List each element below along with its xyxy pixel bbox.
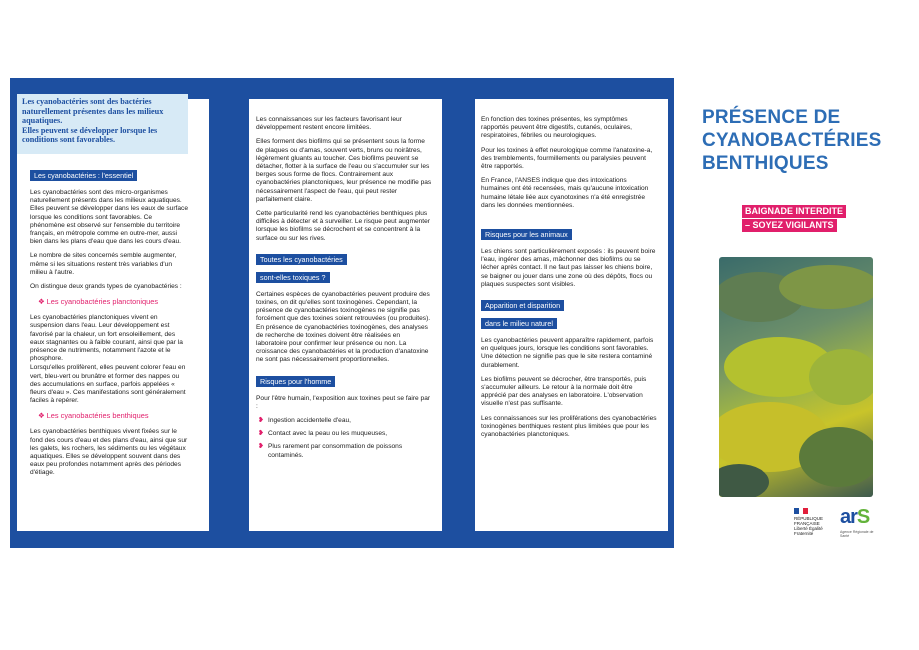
cover-title-line-3: BENTHIQUES: [702, 153, 829, 174]
ars-subtitle: Agence Régionale de Santé: [840, 530, 874, 538]
intro-line-2: Elles peuvent se développer lorsque les conditions sont favorables.: [22, 125, 158, 145]
exposure-list: [256, 417, 432, 460]
col2-p5: Pour l'être humain, l'exposition aux toxines peut se faire par :: [256, 394, 431, 410]
warning-line-2: – SOYEZ VIGILANTS: [742, 219, 837, 232]
heading-risques-homme: Risques pour l'homme: [256, 376, 335, 387]
col2-p1: Les connaissances sur les facteurs favorisant leur développement restent encore limitées.: [256, 116, 402, 132]
bullet-icon: ❥: [258, 443, 264, 451]
col2-content: [256, 116, 432, 465]
col3-p6: Les biofilms peuvent se décrocher, être transportés, puis s'accumuler ailleurs. Le retour à la normale doit être apprécié par des analyses en laboratoire. L'observation visuelle n'est pas suffisante.: [481, 375, 647, 408]
bullet-icon: ❥: [258, 430, 264, 438]
intro-line-1: Les cyanobactéries sont des bactéries naturellement présentes dans les milieux aquatiques.: [22, 97, 164, 126]
republique-francaise-logo: [794, 508, 836, 536]
col3-p5: Les cyanobactéries peuvent apparaître rapidement, parfois en quelques jours, lorsque les conditions sont favorables. Une détection ne signifie pas que le site restera contaminé durablement.: [481, 337, 654, 369]
col3-p3: En France, l'ANSES indique que des intoxications humaines ont été recensées, mais qu'aucune intoxication humaine létale liée aux cyanotoxines n'a été enregistrée dans les données mentionnées.: [481, 177, 649, 209]
ars-logo: arS: [840, 506, 870, 528]
col3-p2: Pour les toxines à effet neurologique comme l'anatoxine-a, des tremblements, fourmillements ou paralysies peuvent être rapportés.: [481, 146, 653, 171]
riverbed-photo: [719, 257, 873, 497]
col1-p2: Le nombre de sites concernés semble augmenter, même si les situations restent très variables d'un milieu à l'autre.: [30, 252, 177, 276]
flag-icon: [794, 508, 808, 514]
heading-toxiques-2: sont-elles toxiques ?: [256, 272, 330, 283]
warning-banner: [742, 205, 846, 233]
col1-content: [30, 165, 188, 484]
heading-apparition-2: dans le milieu naturel: [481, 318, 557, 329]
col1-p4: Les cyanobactéries planctoniques vivent en suspension dans l'eau. Leur développement est favorisé par la chaleur, un fort ensoleillement, des eaux stagnantes ou à faible courant, ainsi que par la présence de nutriments, notamment l'azote et le phosphore.: [30, 314, 183, 363]
rocks-illustration: [719, 257, 873, 497]
rf-line-3: Liberté Égalité Fraternité: [794, 526, 823, 536]
bullet-icon: ❥: [258, 417, 264, 425]
list-item: ❥ Ingestion accidentelle d'eau,: [258, 417, 352, 425]
intro-box: [17, 94, 188, 154]
subheading-planctoniques: ❖ Les cyanobactéries planctoniques: [38, 297, 159, 307]
col2-p2: Elles forment des biofilms qui se présentent sous la forme de plaques ou d'amas, souvent verts, bruns ou noirâtres, légèrement gluants au toucher. Ces biofilms peuvent se détacher, flotter à la surface de l'eau ou s'accumuler sur les berges sous forme de flocs. Contrairement aux cyanobactéries planctoniques, leur présence ne modifie pas nécessairement l'aspect de l'eau, qui peut rester parfaitement claire.: [256, 138, 432, 203]
col1-p1: Les cyanobactéries sont des micro-organismes naturellement présents dans les milieux aquatiques. Elles peuvent se développer dans les eaux de surface lorsque les conditions sont favorables. Ce phénomène est observé sur l'ensemble du territoire français, en métropole comme en outre-mer, aussi bien dans les plans d'eau que dans les cours d'eau.: [30, 189, 188, 246]
col3-p4: Les chiens sont particulièrement exposés : ils peuvent boire l'eau, ingérer des amas, mâchonner des biofilms ou se lécher après contact. Il ne faut pas laisser les chiens boire, se baigner ou jouer dans une zone où des dépôts, flocs ou plaques suspectes sont visibles.: [481, 248, 656, 288]
heading-toxiques-1: Toutes les cyanobactéries: [256, 254, 347, 265]
list-item: ❥ Plus rarement par consommation de poissons contaminés.: [258, 443, 403, 459]
col3-p7: Les connaissances sur les proliférations des cyanobactéries toxinogènes benthiques restent plus limitées que pour les cyanobactéries planctoniques.: [481, 414, 657, 439]
rf-line-1: RÉPUBLIQUE: [794, 516, 824, 521]
warning-line-1: BAIGNADE INTERDITE: [742, 205, 846, 218]
heading-risques-animaux: Risques pour les animaux: [481, 229, 572, 240]
subheading-benthiques: ❖ Les cyanobactéries benthiques: [38, 411, 149, 421]
list-item: ❥ Contact avec la peau ou les muqueuses,: [258, 430, 388, 438]
heading-apparition-1: Apparition et disparition: [481, 300, 564, 311]
col2-p3: Cette particularité rend les cyanobactéries benthiques plus difficiles à détecter et à surveiller. Le risque peut augmenter lorsque les biofilms se décrochent et se concentrent à la surface ou sur les rives.: [256, 210, 430, 242]
rf-line-2: FRANÇAISE: [794, 521, 820, 526]
cover-title: [702, 106, 881, 175]
cover-title-line-2: CYANOBACTÉRIES: [702, 130, 882, 151]
col1-p3: On distingue deux grands types de cyanobactéries :: [30, 283, 182, 291]
heading-essentiel: Les cyanobactéries : l'essentiel: [30, 170, 137, 181]
col1-p6: Les cyanobactéries benthiques vivent fixées sur le fond des cours d'eau et des plans d'eau, ainsi que sur les galets, les rochers, les sédiments ou les végétaux aquatiques. Elles se développent souvent dans des eaux peu profondes notamment après des périodes d'étiage.: [30, 428, 188, 477]
col2-p4: Certaines espèces de cyanobactéries peuvent produire des toxines, on dit qu'elles sont toxinogènes. Cependant, la présence de cyanobactéries toxinogènes ne signifie pas forcément que des toxines soient retrouvées (ou produites). En présence de cyanobactéries toxinogènes, des analyses de recherche de toxines doivent être réalisées en laboratoire pour confirmer leur présence ou non. La croissance des cyanobactéries et la production d'anatoxine ne sont pas nécessairement proportionnelles.: [256, 290, 431, 364]
col1-p5: Lorsqu'elles prolifèrent, elles peuvent colorer l'eau en vert, bleu-vert ou brunâtre et former des nappes ou des accumulations en surface, parfois appelées « fleurs d'eau ». Ces manifestations sont généralement faciles à repérer.: [30, 364, 186, 405]
cover-title-line-1: PRÉSENCE DE: [702, 107, 841, 128]
col3-p1: En fonction des toxines présentes, les symptômes rapportés peuvent être digestifs, cutanés, oculaires, respiratoires, fébriles ou neurologiques.: [481, 116, 633, 140]
col3-content: [481, 116, 657, 445]
